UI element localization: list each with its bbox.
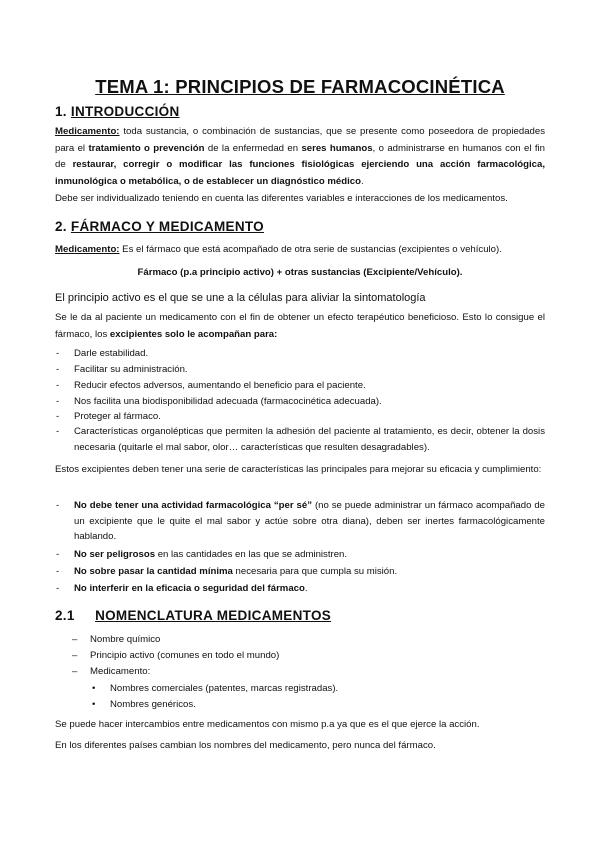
excipient-requirements-intro: Estos excipientes deben tener una serie de características las principales para mejorar su eficacia y cumplimiento:: [55, 464, 542, 475]
excipient-intro: Se le da al paciente un medicamento con el fin de obtener un efecto terapéutico beneficioso. Esto lo consigue el fármaco, los excipientes solo le acompañan para:: [55, 312, 545, 340]
section-title: INTRODUCCIÓN: [70, 104, 180, 119]
medicamento-definition: Medicamento: toda sustancia, o combinación de sustancias, que se presente como poseedora de propiedades para el tratamiento o prevención de la enfermedad en seres humanos, o administrarse en humanos con el fin de restaurar, corregir o modificar las funciones fisiológicas ejerciendo una acción farmacológica, inmunológica o metabólica, o de establecer un diagnóstico médico.: [55, 126, 546, 187]
document-title: TEMA 1: PRINCIPIOS DE FARMACOCINÉTICA: [95, 76, 505, 97]
lead-sentence: El principio activo es el que se une a la células para aliviar la sintomatología: [55, 292, 426, 304]
section-1-heading: [55, 104, 180, 119]
section-2-heading: [55, 219, 264, 234]
section-number: 2.1: [55, 608, 75, 623]
term: Medicamento:: [55, 244, 120, 255]
section-title: NOMENCLATURA MEDICAMENTOS: [95, 608, 332, 623]
list-item: - Características organolépticas que permiten la adhesión del paciente al tratamiento, es decir, obtener la dosis necesaria (quitarle el mal sabor, olor… características que resulten desagradables).: [56, 426, 545, 453]
nomenclature-item: – Medicamento:: [72, 666, 151, 677]
nomenclature-subitem: • Nombres genéricos.: [92, 699, 196, 710]
medicamento-definition-2: Medicamento: Es el fármaco que está acompañado de otra serie de sustancias (excipientes o vehículo).: [55, 244, 502, 255]
requirement-item: - No debe tener una actividad farmacológica “per sé” (no se puede administrar un fármaco acompañado de un excipiente que le quite el mal sabor y actúe sobre otra diana), deben ser inertes farmacológicamente hablando.: [56, 500, 546, 543]
section-2-1-heading: [55, 608, 331, 623]
countries-paragraph: En los diferentes países cambian los nombres del medicamento, pero nunca del fármaco.: [55, 740, 436, 751]
formula-line: Fármaco (p.a principio activo) + otras sustancias (Excipiente/Vehículo).: [137, 267, 463, 278]
list-item: - Proteger al fármaco.: [56, 411, 161, 422]
term: Medicamento:: [55, 126, 120, 137]
list-item: - Reducir efectos adversos, aumentando el beneficio para el paciente.: [56, 380, 366, 391]
note-paragraph: Debe ser individualizado teniendo en cuenta las diferentes variables e interacciones de los medicamentos.: [55, 193, 508, 204]
requirement-item: - No sobre pasar la cantidad mínima necesaria para que cumpla su misión.: [56, 566, 398, 577]
list-item: - Facilitar su administración.: [56, 364, 188, 375]
interchange-paragraph: Se puede hacer intercambios entre medicamentos con mismo p.a ya que es el que ejerce la acción.: [55, 719, 480, 730]
nomenclature-item: – Nombre químico: [72, 634, 161, 645]
requirement-item: - No interferir en la eficacia o seguridad del fármaco.: [56, 583, 308, 594]
nomenclature-item: – Principio activo (comunes en todo el mundo): [72, 650, 280, 661]
requirement-item: - No ser peligrosos en las cantidades en las que se administren.: [56, 549, 348, 560]
section-number: 1.: [55, 104, 67, 119]
section-number: 2.: [55, 219, 67, 234]
list-item: - Nos facilita una biodisponibilidad adecuada (farmacocinética adecuada).: [56, 396, 382, 407]
nomenclature-subitem: • Nombres comerciales (patentes, marcas registradas).: [92, 683, 339, 694]
list-item: - Darle estabilidad.: [56, 348, 149, 359]
section-title: FÁRMACO Y MEDICAMENTO: [70, 219, 264, 234]
